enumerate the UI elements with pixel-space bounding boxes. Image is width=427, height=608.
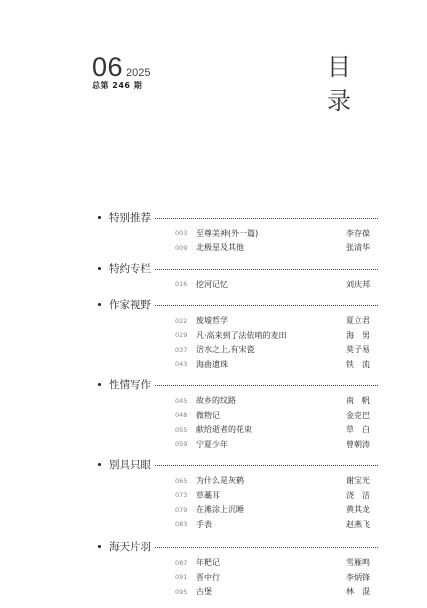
section-title: 特别推荐 — [109, 211, 151, 224]
toc-section — [98, 261, 378, 292]
bullet-dot-icon — [98, 303, 101, 306]
entry-title: 在滩涂上沉睡 — [196, 505, 244, 515]
entry-page: 003 — [175, 229, 188, 238]
table-of-contents — [98, 210, 378, 599]
entry-author: 李炳锋 — [346, 572, 370, 582]
toc-entry[interactable] — [175, 474, 378, 489]
dotted-leader — [155, 547, 378, 548]
dotted-leader — [155, 385, 378, 386]
entry-author: 刘庆邦 — [346, 279, 370, 289]
issue-year: 2025 — [126, 67, 151, 79]
toc-entry[interactable] — [175, 343, 378, 358]
toc-section — [98, 378, 378, 452]
entry-page: 043 — [175, 360, 188, 369]
entry-page: 083 — [175, 520, 188, 529]
entry-author: 铁 流 — [346, 359, 370, 369]
entry-author: 张清华 — [346, 243, 370, 253]
entry-title: 草蘽耳 — [196, 490, 220, 500]
issue-heading — [92, 52, 151, 83]
section-entries — [175, 474, 378, 532]
toc-entry[interactable] — [175, 437, 378, 452]
entry-title: 微物记 — [196, 410, 220, 420]
bullet-dot-icon — [98, 383, 101, 386]
entry-title: 为什么是灰鹤 — [196, 476, 244, 486]
dotted-leader — [155, 218, 378, 219]
toc-entry[interactable] — [175, 423, 378, 438]
section-title: 作家视野 — [109, 299, 151, 311]
section-entries — [175, 314, 378, 372]
entry-author: 雪雁鸣 — [346, 558, 370, 568]
entry-page: 022 — [175, 316, 188, 325]
entry-title: 凡·高来到了法依哨的麦田 — [196, 330, 287, 340]
entry-page: 095 — [175, 587, 188, 596]
dotted-leader — [155, 269, 378, 270]
toc-entry[interactable] — [175, 570, 378, 585]
toc-entry[interactable] — [175, 488, 378, 503]
entry-page: 045 — [175, 396, 188, 405]
toc-entry[interactable] — [175, 226, 378, 241]
bullet-dot-icon — [98, 463, 101, 466]
entry-page: 059 — [175, 440, 188, 449]
entry-title: 涪水之上,有宋瓷 — [196, 345, 255, 355]
page-title-char: 目 — [327, 53, 351, 81]
toc-entry[interactable] — [175, 503, 378, 518]
dotted-leader — [155, 465, 378, 466]
entry-page: 029 — [175, 331, 188, 340]
toc-entry[interactable] — [175, 585, 378, 600]
entry-title: 北极星及其他 — [196, 243, 244, 253]
entry-author: 草 白 — [346, 425, 370, 435]
entry-title: 古堡 — [196, 587, 212, 597]
toc-entry[interactable] — [175, 241, 378, 256]
toc-entry[interactable] — [175, 408, 378, 423]
entry-author: 谢宝光 — [346, 476, 370, 486]
entry-author: 金克巴 — [346, 410, 370, 420]
toc-entry[interactable] — [175, 328, 378, 343]
entry-author: 莫子易 — [346, 345, 370, 355]
entry-title: 年粑记 — [196, 558, 220, 568]
entry-page: 016 — [175, 280, 188, 289]
bullet-dot-icon — [98, 216, 101, 219]
issue-number: 06 — [92, 52, 124, 82]
section-title: 性情写作 — [109, 379, 151, 391]
entry-page: 073 — [175, 491, 188, 500]
entry-author: 李存葆 — [346, 228, 370, 238]
entry-page: 087 — [175, 558, 188, 567]
entry-title: 故乡的纹路 — [196, 396, 236, 406]
toc-section — [98, 540, 378, 600]
bullet-dot-icon — [98, 267, 101, 270]
entry-title: 挖河记忆 — [196, 279, 228, 289]
entry-page: 079 — [175, 505, 188, 514]
bullet-dot-icon — [98, 545, 101, 548]
entry-author: 浇 洁 — [346, 490, 370, 500]
toc-entry[interactable] — [175, 314, 378, 329]
section-title: 海天片羽 — [109, 541, 151, 553]
total-issue: 总第 246 期 — [92, 81, 143, 90]
section-header — [98, 298, 378, 312]
entry-page: 037 — [175, 345, 188, 354]
toc-entry[interactable] — [175, 517, 378, 532]
entry-page: 091 — [175, 573, 188, 582]
entry-page: 065 — [175, 476, 188, 485]
entry-author: 海 男 — [346, 330, 370, 340]
section-header — [98, 378, 378, 392]
entry-title: 废墟哲学 — [196, 316, 228, 326]
toc-entry[interactable] — [175, 394, 378, 409]
section-header — [98, 261, 378, 275]
entry-title: 手表 — [196, 519, 212, 529]
toc-entry[interactable] — [175, 556, 378, 571]
section-entries — [175, 394, 378, 452]
entry-author: 黄其龙 — [346, 505, 370, 515]
toc-entry[interactable] — [175, 277, 378, 292]
section-entries — [175, 556, 378, 600]
entry-title: 海曲遗珠 — [196, 359, 228, 369]
section-header — [98, 458, 378, 472]
entry-author: 曾朝涛 — [346, 439, 370, 449]
entry-title: 宁夏少年 — [196, 439, 228, 449]
toc-section — [98, 458, 378, 532]
entry-author: 林 混 — [346, 587, 370, 597]
entry-page: 055 — [175, 425, 188, 434]
toc-entry[interactable] — [175, 357, 378, 372]
section-entries — [175, 226, 378, 255]
section-title: 特约专栏 — [109, 262, 151, 275]
entry-page: 048 — [175, 411, 188, 420]
section-title: 别具只眼 — [109, 459, 151, 471]
entry-title: 至尊美神(外一篇) — [196, 228, 259, 238]
entry-author: 夏立君 — [346, 316, 370, 326]
entry-page: 009 — [175, 243, 188, 252]
toc-section — [98, 298, 378, 372]
toc-section — [98, 210, 378, 255]
section-entries — [175, 277, 378, 292]
entry-author: 赵燕飞 — [346, 519, 370, 529]
entry-author: 南 帆 — [346, 396, 370, 406]
page-title — [324, 50, 354, 118]
page-title-char: 录 — [327, 87, 351, 115]
section-header — [98, 540, 378, 554]
section-header — [98, 210, 378, 224]
entry-title: 献给逝者的花束 — [196, 425, 252, 435]
entry-title: 晋中行 — [196, 572, 220, 582]
dotted-leader — [155, 305, 378, 306]
